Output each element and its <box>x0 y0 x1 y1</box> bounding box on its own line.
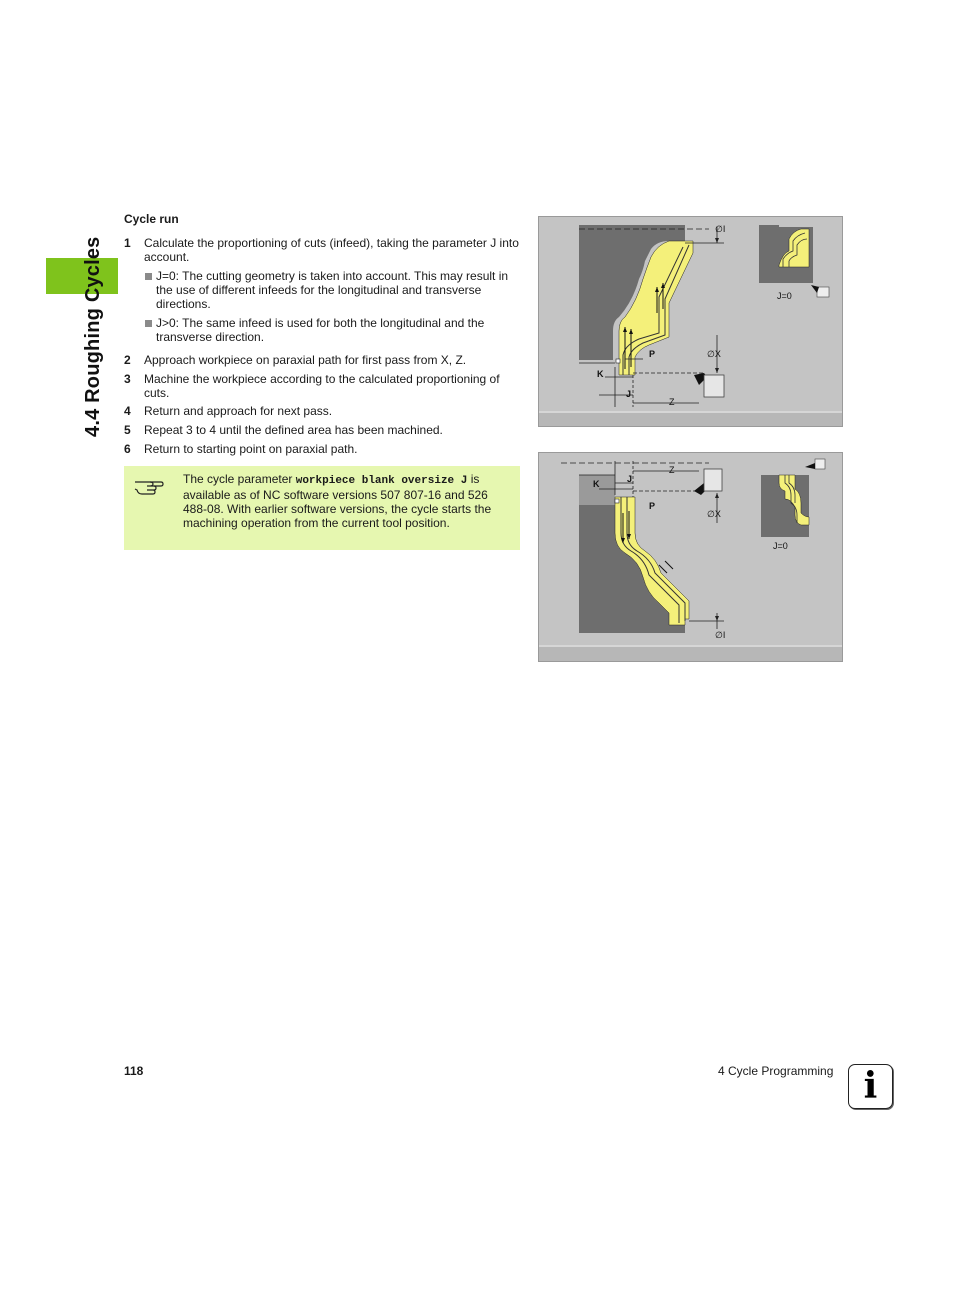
step-text: Calculate the proportioning of cuts (infeed), taking the parameter J into account. <box>144 236 519 264</box>
step-text: Repeat 3 to 4 until the defined area has been machined. <box>144 423 443 437</box>
label-diameter-i: ∅I <box>715 224 726 234</box>
info-icon <box>848 1064 893 1109</box>
label-k: K <box>597 369 604 379</box>
pointing-hand-icon <box>134 474 164 498</box>
label-diameter-x: ∅X <box>707 509 721 519</box>
step-number: 4 <box>124 404 131 418</box>
step-number: 5 <box>124 423 131 437</box>
chapter-footer: 4 Cycle Programming <box>718 1064 834 1078</box>
label-z: Z <box>669 465 675 475</box>
label-j: J <box>627 474 633 484</box>
page-number: 118 <box>124 1064 144 1078</box>
step-text: Machine the workpiece according to the calculated proportioning of cuts. <box>144 372 500 400</box>
bullet-text: J>0: The same infeed is used for both the longitudinal and the transverse direction. <box>156 316 485 344</box>
label-p: P <box>649 349 656 359</box>
note-text-after: is available as of NC software versions 507 807-16 and 526 488-08. With earlier software versions, the cycle starts the machining operation from the current tool position. <box>183 472 492 530</box>
step-number: 3 <box>124 372 131 386</box>
label-j-zero: J=0 <box>777 291 792 301</box>
note-parameter-code: workpiece blank oversize J <box>295 475 468 487</box>
label-z: Z <box>669 397 675 407</box>
label-j-zero: J=0 <box>773 541 788 551</box>
bullet-text: J=0: The cutting geometry is taken into account. This may result in the use of different infeeds for the longitudinal and transverse directions. <box>156 269 509 311</box>
step-number: 2 <box>124 353 131 367</box>
label-diameter-i: ∅I <box>715 630 726 640</box>
note-box <box>124 466 520 550</box>
bullet-square-icon <box>145 273 152 280</box>
note-text-before: The cycle parameter <box>183 472 296 486</box>
step-text: Return to starting point on paraxial path. <box>144 442 358 456</box>
info-glyph: i <box>863 1065 878 1107</box>
step-number: 1 <box>124 236 131 250</box>
label-k: K <box>593 479 600 489</box>
bullet-square-icon <box>145 320 152 327</box>
step-text: Return and approach for next pass. <box>144 404 333 418</box>
heading-cycle-run: Cycle run <box>124 212 179 226</box>
section-title-vertical: 4.4 Roughing Cycles <box>82 236 104 437</box>
figure-2-drawing <box>539 453 842 661</box>
step-number: 6 <box>124 442 131 456</box>
label-j: J <box>626 389 632 399</box>
label-p: P <box>649 501 656 511</box>
note-text <box>183 472 503 530</box>
figure-roughing-facing <box>538 452 843 662</box>
step-text: Approach workpiece on paraxial path for first pass from X, Z. <box>144 353 467 367</box>
label-diameter-x: ∅X <box>707 349 721 359</box>
figure-1-drawing <box>539 217 842 426</box>
figure-roughing-longitudinal <box>538 216 843 427</box>
